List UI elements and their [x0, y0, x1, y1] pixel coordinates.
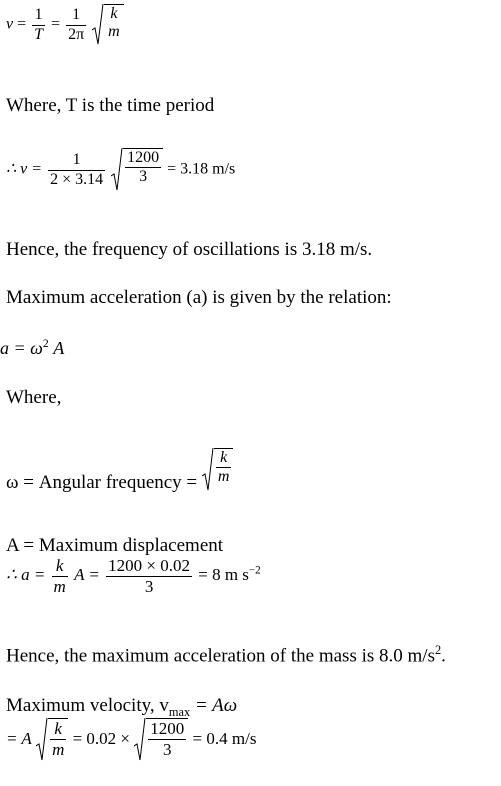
- numerator: 1: [66, 6, 86, 25]
- radical-sign-icon: [134, 718, 146, 762]
- radical-sign-icon: [36, 718, 48, 762]
- denominator: T: [34, 25, 44, 43]
- max-acceleration-intro: Maximum acceleration (a) is given by the relation:: [6, 287, 392, 308]
- sqrt-k-over-m: $\frac{k}{m}$: [202, 448, 234, 492]
- max-velocity-intro: Maximum velocity, $v_{max} = A\omega$: [6, 695, 238, 719]
- radical-sign-icon: [202, 448, 214, 492]
- where-T-text: Where, T is the time period: [6, 95, 215, 116]
- radical-sign-icon: [111, 148, 123, 192]
- sqrt-1200-over-3: $\frac{1200}{3}$: [111, 148, 163, 192]
- sqrt-1200-over-3: $\frac{1200}{3}$: [134, 718, 188, 762]
- denominator: 2π: [68, 25, 85, 43]
- numerator: 1: [32, 6, 45, 25]
- acceleration-formula: $a = \omega^2$ A: [0, 337, 65, 358]
- frequency-calculation: ∴ v = $\frac{1}{2 \times 3.14}$ $\frac{1200}{3}$ = 3.18 m/s: [6, 148, 235, 192]
- acceleration-calculation: ∴ a = $\frac{k}{m}$ A = $\frac{1200 \times 0.02}{3}$ = 8 m $s^{-2}$: [6, 556, 261, 596]
- velocity-calculation: = A $\frac{k}{m}$ = 0.02 × $\frac{1200}{3}$ = 0.4 m/s: [6, 718, 256, 762]
- frequency-symbol: v: [6, 15, 14, 33]
- where-text: Where,: [6, 387, 62, 408]
- frequency-formula: v = $\frac{1}{T}$ = $\frac{1}{2\pi}$ k m: [6, 4, 124, 46]
- sqrt-k-over-m: $\frac{k}{m}$: [36, 718, 68, 762]
- fraction-value: $\frac{1200 \times 0.02}{3}$: [108, 556, 190, 596]
- A-definition: A = Maximum displacement: [6, 535, 224, 556]
- hence-acceleration-text: Hence, the maximum acceleration of the mass is 8.0 $m/s^2$.: [6, 643, 446, 667]
- omega-definition: ω = Angular frequency = $\frac{k}{m}$: [6, 448, 233, 492]
- sqrt-k-over-m: k m: [92, 4, 124, 46]
- fraction-1-over-2x3.14: $\frac{1}{2 \times 3.14}$: [50, 151, 104, 188]
- hence-frequency-text: Hence, the frequency of oscillations is 3.18 m/s.: [6, 239, 373, 260]
- fraction-k-over-m: $\frac{k}{m}$: [53, 556, 66, 596]
- radical-sign-icon: [92, 4, 104, 46]
- fraction-1-over-2pi: [66, 6, 86, 44]
- fraction-1-over-T: [32, 6, 45, 44]
